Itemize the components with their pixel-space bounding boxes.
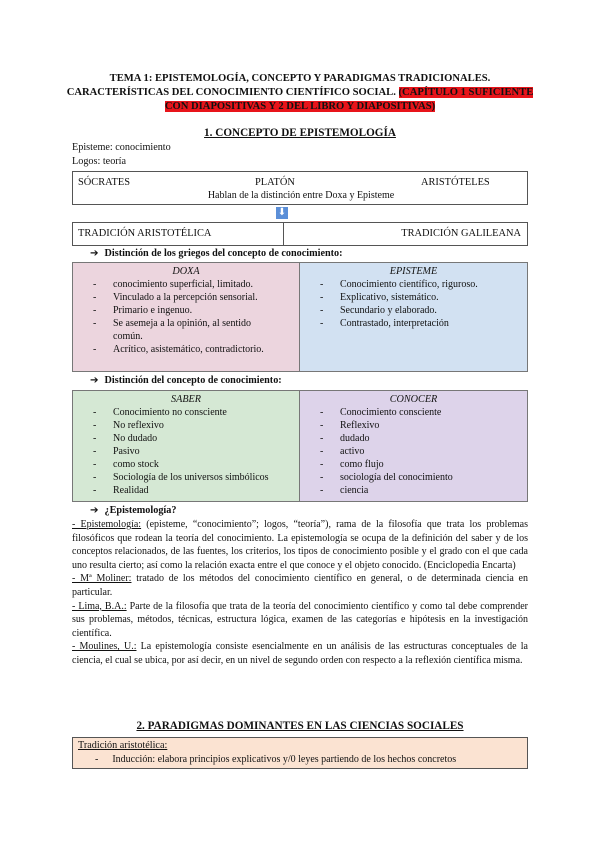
definition-author: - Epistemología: [72,519,142,530]
arrow-right-icon: ➔ [90,375,99,386]
doxa-box [72,262,300,372]
list-item: - No dudado [79,432,293,445]
concept-heading-text: Distinción del concepto de conocimiento: [104,375,282,386]
definition-paragraph [72,518,528,572]
arrow-right-icon: ➔ [90,505,99,516]
traditions-box [72,222,528,246]
saber-list [79,406,293,497]
saber-box [72,390,300,502]
doxa-list [79,278,293,356]
definition-author: - Mª Moliner: [72,573,132,585]
philosopher-aristoteles: ARISTÓTELES [421,177,490,188]
document-title [60,72,540,114]
induction-text: Inducción: elabora principios explicativos y/0 leyes partiendo de los hechos concretos [112,754,457,765]
tradition-aristotelica: TRADICIÓN ARISTOTÉLICA [78,228,212,239]
list-item: - dudado [306,432,521,445]
list-item: - como stock [79,458,293,471]
definition-episteme: Episteme: conocimiento [72,142,171,153]
list-item: - Realidad [79,484,293,497]
list-item: - Secundario y elaborado. [306,304,521,317]
aristotelian-tradition-box [72,737,528,769]
epistemology-question-heading [90,505,176,516]
definition-paragraph [72,572,528,599]
definition-paragraph [72,600,528,641]
list-item: - Sociología de los universos simbólicos [79,471,293,484]
conocer-box [299,390,528,502]
definition-text: La epistemología consiste esencialmente en un análisis de las estructuras conceptuales de la ciencia, el cual se ubica, por así decir, en un nivel de segundo orden con respecto a la reflexión científica misma. [72,641,528,666]
list-item: - Conocimiento consciente [306,406,521,419]
list-item: - Vinculado a la percepción sensorial. [79,291,293,304]
list-item: - ciencia [306,484,521,497]
definition-text: tratado de los métodos del conocimiento científico en general, o de determinada ciencia en particular. [72,573,528,598]
episteme-title: EPISTEME [389,266,438,277]
philosophers-note: Hablan de la distinción entre Doxa y Episteme [207,190,395,201]
greeks-heading-text: Distinción de los griegos del concepto de conocimiento: [104,248,343,259]
traditions-divider [283,223,284,245]
section1-heading: 1. CONCEPTO DE EPISTEMOLOGÍA [204,127,396,139]
tradition-galileana: TRADICIÓN GALILEANA [401,228,521,239]
list-item: - conocimiento superficial, limitado. [79,278,293,291]
definitions-block [72,518,528,668]
list-item: - Conocimiento científico, riguroso. [306,278,521,291]
list-item: - Conocimiento no consciente [79,406,293,419]
list-item: - sociología del conocimiento [306,471,521,484]
list-item: - Primario e ingenuo. [79,304,293,317]
episteme-box [299,262,528,372]
list-item: - Contrastado, interpretación [306,317,521,330]
title-text: TEMA 1: EPISTEMOLOGÍA, CONCEPTO Y PARADIGMAS TRADICIONALES. CARACTERÍSTICAS DEL CONOCIMIENTO CIENTÍFICO SOCIAL. [66,73,491,98]
philosopher-socrates: SÓCRATES [78,177,130,188]
list-item: - como flujo [306,458,521,471]
list-item: - Inducción: elabora principios explicativos y/0 leyes partiendo de los hechos concretos [95,754,457,765]
list-item: - Pasivo [79,445,293,458]
definition-paragraph [72,640,528,667]
list-item: - No reflexivo [79,419,293,432]
section2-heading: 2. PARADIGMAS DOMINANTES EN LAS CIENCIAS SOCIALES [136,720,464,732]
concept-distinction-heading [90,375,282,386]
definition-logos: Logos: teoría [72,156,127,167]
greeks-distinction-heading [90,248,343,259]
list-item: - Acrítico, asistemático, contradictorio. [79,343,293,356]
title-highlight: (CAPÍTULO 1 SUFICIENTE CON DIAPOSITIVAS Y 2 DEL LIBRO Y DIAPOSITIVAS) [164,87,534,112]
definition-text: Parte de la filosofía que trata de la teoría del conocimiento científico y como tal debe comprender sus problemas, métodos, técnicas, estructura lógica, examen de las categorías e hipótesis en la investigación científica. [72,600,528,639]
philosopher-platon: PLATÓN [255,177,295,188]
definition-author: - Moulines, U.: [72,641,137,653]
aristotelian-box-title: Tradición aristotélica: [78,740,168,751]
definition-text: (episteme, “conocimiento”; logos, “teoría”), rama de la filosofía que trata los problemas filosóficos que rodean la teoría del conocimiento. La epistemología se ocupa de la definición del saber y de los conceptos relacionados, de las fuentes, los criterios, los tipos de conocimiento posible y el grado con el que cada uno resulta cierto; así como la relación exacta entre el que conoce y el objeto conocido. (Enciclopedia Encarta) [72,519,528,571]
episteme-list [306,278,521,330]
arrow-down-icon: ⬇ [277,207,287,218]
list-item: - Reflexivo [306,419,521,432]
conocer-title: CONOCER [389,394,438,405]
philosophers-box [72,171,528,205]
conocer-list [306,406,521,497]
question-heading-text: ¿Epistemología? [104,505,177,516]
list-item: - activo [306,445,521,458]
arrow-right-icon: ➔ [90,248,99,259]
definition-author: - Lima, B.A.: [72,600,127,612]
list-item: - Se asemeja a la opinión, al sentido común. [79,317,293,343]
list-item: - Explicativo, sistemático. [306,291,521,304]
saber-title: SABER [171,394,201,405]
doxa-title: DOXA [172,266,200,277]
